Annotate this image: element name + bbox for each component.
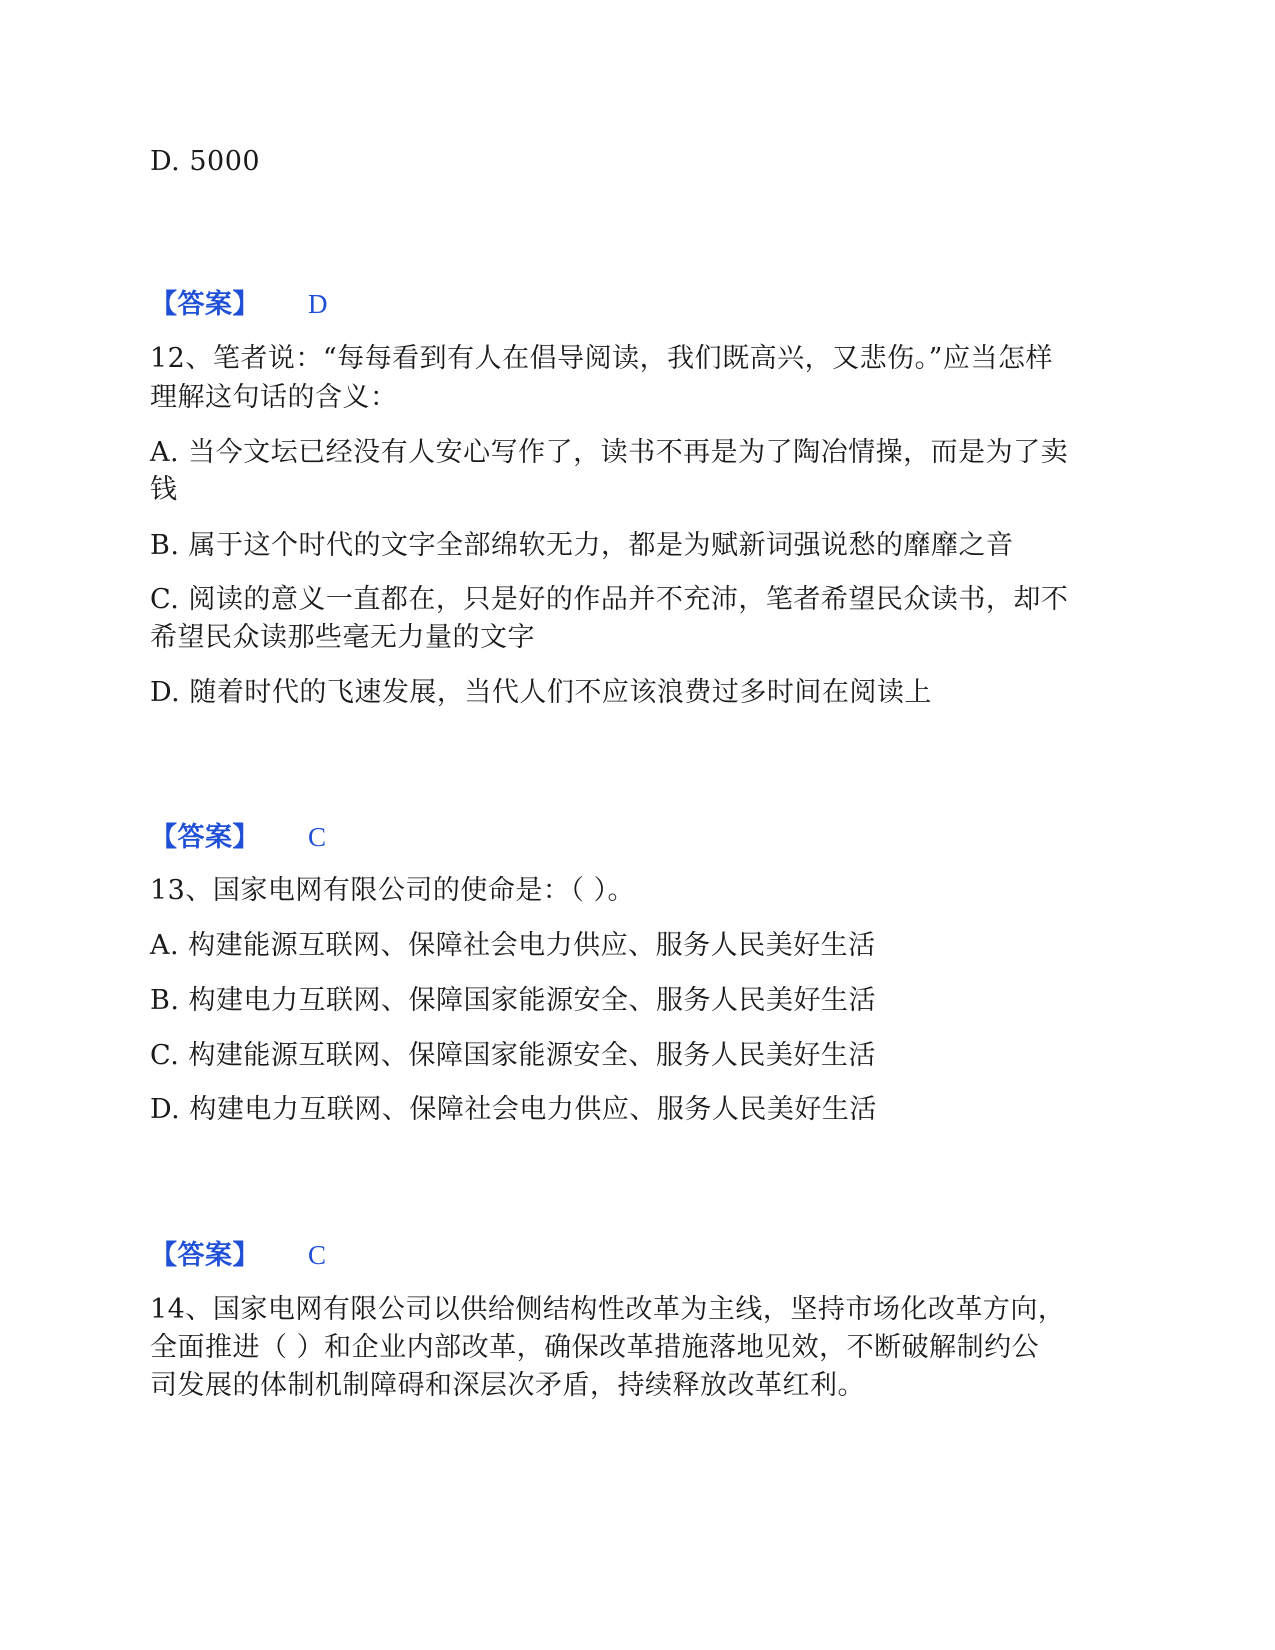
answer-value: C [308,822,327,852]
q14-stem-line1: 14、国家电网有限公司以供给侧结构性改革为主线，坚持市场化改革方向， [150,1294,1066,1325]
q12-stem-line1: 12、笔者说：“每每看到有人在倡导阅读，我们既高兴，又悲伤。”应当怎样 [150,343,1053,374]
q14-stem-line2: 全面推进（ ）和企业内部改革，确保改革措施落地见效，不断破解制约公 [150,1332,1040,1363]
q12-stem-line2: 理解这句话的含义： [150,382,398,413]
q13-stem: 13、国家电网有限公司的使命是：（ ）。 [150,875,635,906]
q13-option-b: B. 构建电力互联网、保障国家能源安全、服务人民美好生活 [150,985,877,1016]
answer-row-q12 [150,817,1110,858]
q13-option-a: A. 构建能源互联网、保障社会电力供应、服务人民美好生活 [150,930,876,961]
answer-row-prev [150,284,1110,325]
option-d-prev: D. 5000 [150,146,261,177]
answer-label: 【答案】 [150,1240,260,1271]
answer-value: D [308,289,328,319]
answer-label: 【答案】 [150,822,260,853]
answer-label: 【答案】 [150,289,260,320]
q13-option-d: D. 构建电力互联网、保障社会电力供应、服务人民美好生活 [150,1094,877,1125]
q12-option-a-line2: 钱 [150,474,178,505]
q14-stem-line3: 司发展的体制机制障碍和深层次矛盾，持续释放改革红利。 [150,1370,865,1401]
q12-option-c-line1: C. 阅读的意义一直都在，只是好的作品并不充沛，笔者希望民众读书，却不 [150,584,1069,615]
q12-option-d: D. 随着时代的飞速发展，当代人们不应该浪费过多时间在阅读上 [150,677,932,708]
answer-row-q13 [150,1235,1110,1276]
q13-option-c: C. 构建能源互联网、保障国家能源安全、服务人民美好生活 [150,1040,876,1071]
q12-option-a-line1: A. 当今文坛已经没有人安心写作了，读书不再是为了陶冶情操，而是为了卖 [150,437,1069,468]
q12-option-c-line2: 希望民众读那些毫无力量的文字 [150,622,535,653]
q12-option-b: B. 属于这个时代的文字全部绵软无力，都是为赋新词强说愁的靡靡之音 [150,530,1014,561]
answer-value: C [308,1240,327,1270]
